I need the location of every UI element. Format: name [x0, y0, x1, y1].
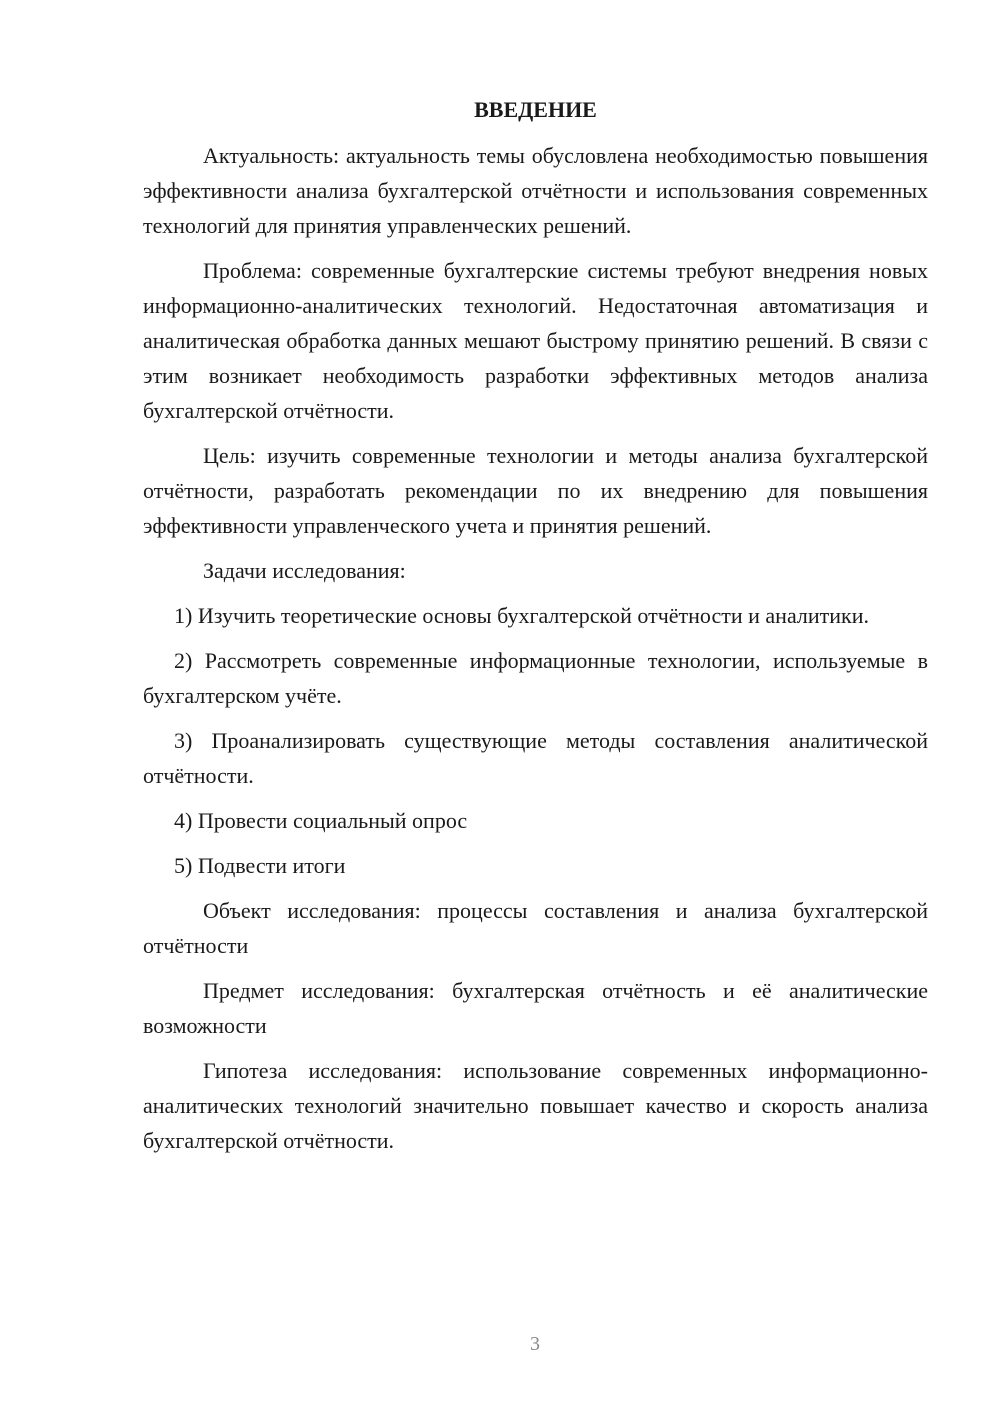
task-item-2: 2) Рассмотреть современные информационные технологии, используемые в бухгалтерском учёте. [143, 648, 928, 708]
task-item-4: 4) Провести социальный опрос [174, 808, 468, 833]
object-paragraph: Объект исследования: процессы составления и анализа бухгалтерской отчётности [143, 898, 928, 958]
page-number: 3 [530, 1333, 540, 1355]
task-item-5: 5) Подвести итоги [174, 853, 346, 878]
hypothesis-paragraph: Гипотеза исследования: использование современных информационно-аналитических технологий значительно повышает качество и скорость анализа бухгалтерской отчётности. [143, 1058, 928, 1153]
relevance-paragraph: Актуальность: актуальность темы обусловлена необходимостью повышения эффективности анализа бухгалтерской отчётности и использования современных технологий для принятия управленческих решений. [143, 143, 928, 238]
subject-paragraph: Предмет исследования: бухгалтерская отчётность и её аналитические возможности [143, 978, 928, 1038]
problem-paragraph: Проблема: современные бухгалтерские системы требуют внедрения новых информационно-аналитических технологий. Недостаточная автоматизация и аналитическая обработка данных мешают быстрому принятию решений. В связи с этим возникает необходимость разработки эффективных методов анализа бухгалтерской отчётности. [143, 258, 928, 423]
page-title: ВВЕДЕНИЕ [474, 97, 597, 122]
task-item-3: 3) Проанализировать существующие методы составления аналитической отчётности. [143, 728, 928, 788]
tasks-list [143, 598, 928, 883]
tasks-heading: Задачи исследования: [203, 558, 406, 583]
goal-paragraph: Цель: изучить современные технологии и методы анализа бухгалтерской отчётности, разработать рекомендации по их внедрению для повышения эффективности управленческого учета и принятия решений. [143, 443, 928, 538]
document-page [143, 95, 928, 1168]
task-item-1: 1) Изучить теоретические основы бухгалтерской отчётности и аналитики. [174, 603, 869, 628]
